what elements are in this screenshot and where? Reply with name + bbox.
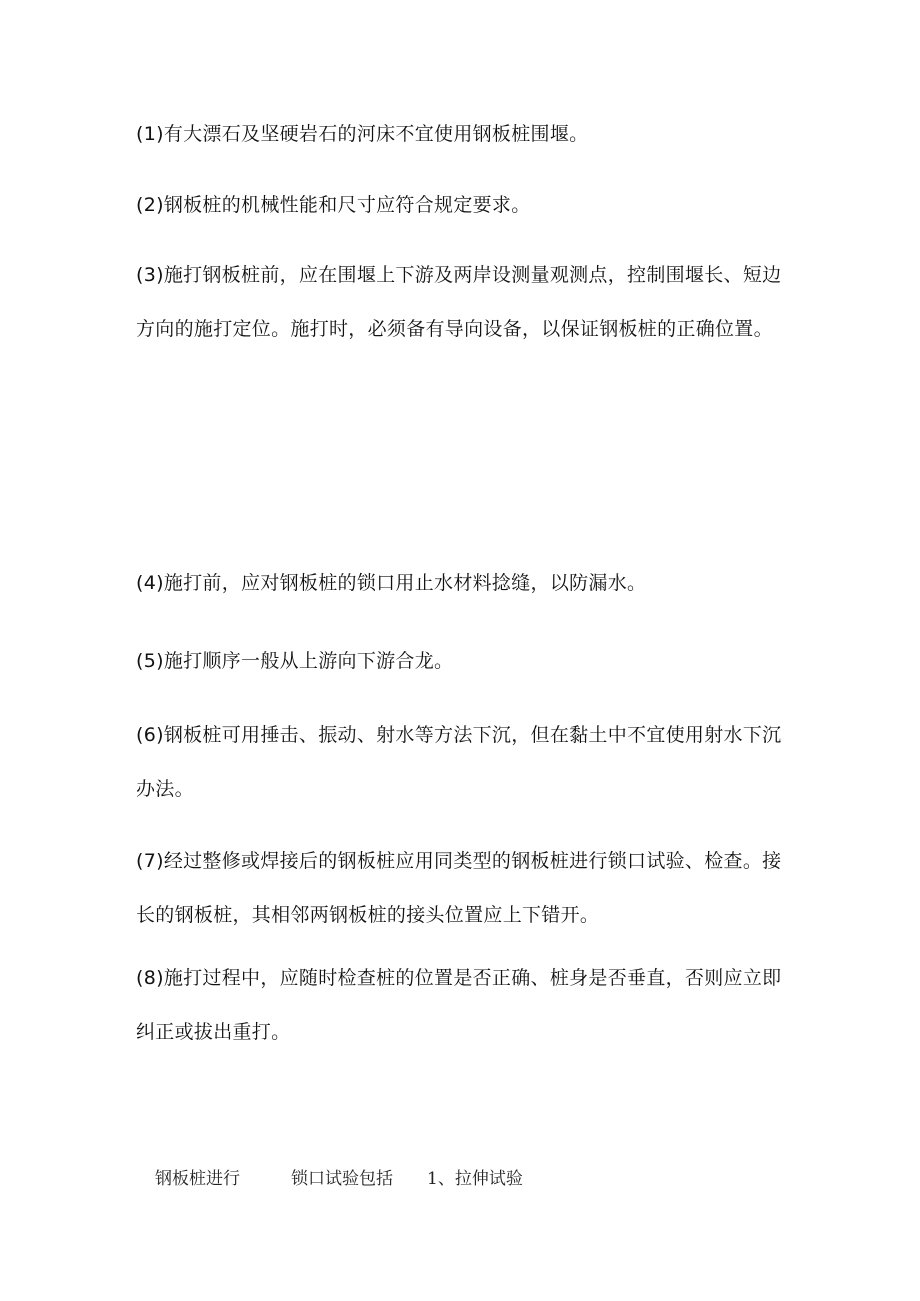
footer-text-2: 锁口试验包括 xyxy=(291,1169,393,1189)
paragraph-6: (6)钢板桩可用捶击、振动、射水等方法下沉，但在黏土中不宜使用射水下沉办法。 xyxy=(136,724,782,800)
footer-text-1: 钢板桩进行 xyxy=(155,1169,240,1189)
paragraph-5: (5)施打顺序一般从上游向下游合龙。 xyxy=(136,650,454,672)
paragraph-8: (8)施打过程中，应随时检查桩的位置是否正确、桩身是否垂直，否则应立即纠正或拔出重打。 xyxy=(136,967,782,1043)
paragraph-3: (3)施打钢板桩前，应在围堰上下游及两岸设测量观测点，控制围堰长、短边方向的施打定位。施打时，必须备有导向设备，以保证钢板桩的正确位置。 xyxy=(136,264,782,340)
paragraph-7: (7)经过整修或焊接后的钢板桩应用同类型的钢板桩进行锁口试验、检查。接长的钢板桩，其相邻两钢板桩的接头位置应上下错开。 xyxy=(136,850,782,926)
paragraph-2: (2)钢板桩的机械性能和尺寸应符合规定要求。 xyxy=(136,194,531,216)
footer-text-3: 1、拉伸试验 xyxy=(427,1169,523,1189)
paragraph-1: (1)有大漂石及坚硬岩石的河床不宜使用钢板桩围堰。 xyxy=(136,123,589,145)
paragraph-4: (4)施打前，应对钢板桩的锁口用止水材料捻缝，以防漏水。 xyxy=(136,572,647,594)
